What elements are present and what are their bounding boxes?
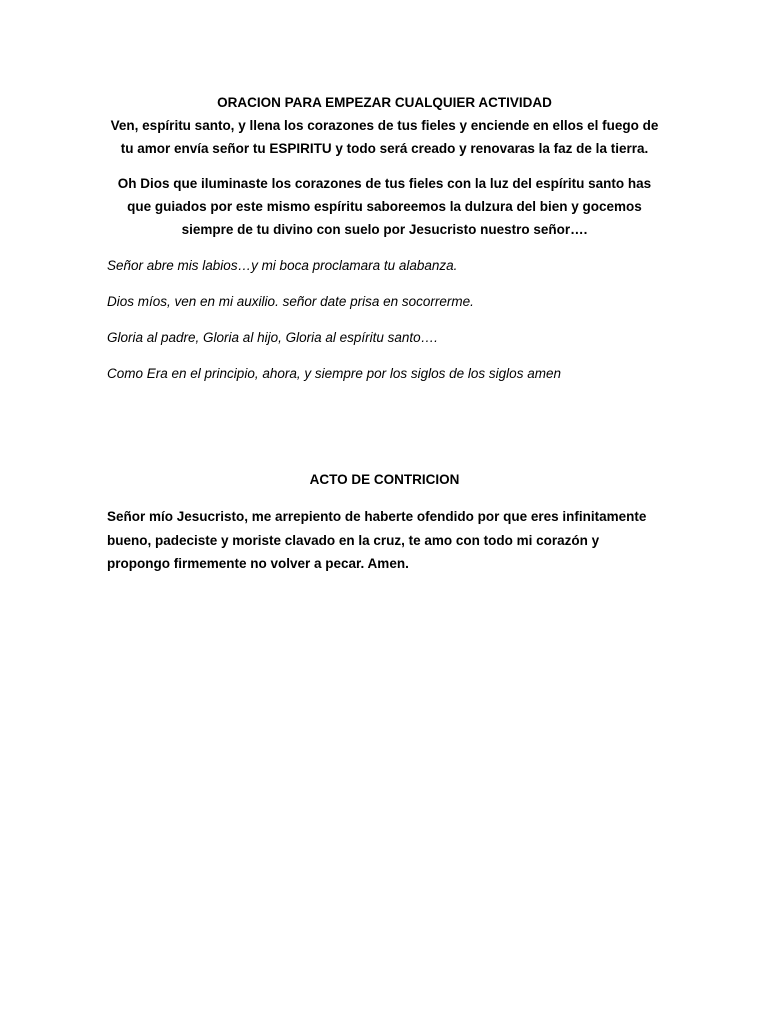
document-content	[107, 92, 662, 576]
contrition-title: ACTO DE CONTRICION	[309, 472, 460, 487]
prayer-line-2: Dios míos, ven en mi auxilio. señor date prisa en socorrerme.	[107, 294, 474, 309]
prayer-paragraph-1: Ven, espíritu santo, y llena los corazones de tus fieles y enciende en ellos el fuego de tu amor envía señor tu ESPIRITU y todo será creado y renovaras la faz de la tierra.	[110, 118, 659, 156]
prayer-line-3: Gloria al padre, Gloria al hijo, Gloria al espíritu santo….	[107, 330, 438, 345]
prayer-paragraph-2: Oh Dios que iluminaste los corazones de tus fieles con la luz del espíritu santo has que guiados por este mismo espíritu saboreemos la dulzura del bien y gocemos siempre de tu divino con suelo por Jesucristo nuestro señor….	[117, 176, 652, 237]
prayer-title: ORACION PARA EMPEZAR CUALQUIER ACTIVIDAD	[217, 95, 552, 110]
prayer-line-1: Señor abre mis labios…y mi boca proclamara tu alabanza.	[107, 258, 458, 273]
prayer-line-4: Como Era en el principio, ahora, y siempre por los siglos de los siglos amen	[107, 366, 561, 381]
contrition-body: Señor mío Jesucristo, me arrepiento de haberte ofendido por que eres infinitamente bueno, padeciste y moriste clavado en la cruz, te amo con todo mi corazón y propongo firmemente no volver a pecar. Amen.	[107, 509, 647, 571]
